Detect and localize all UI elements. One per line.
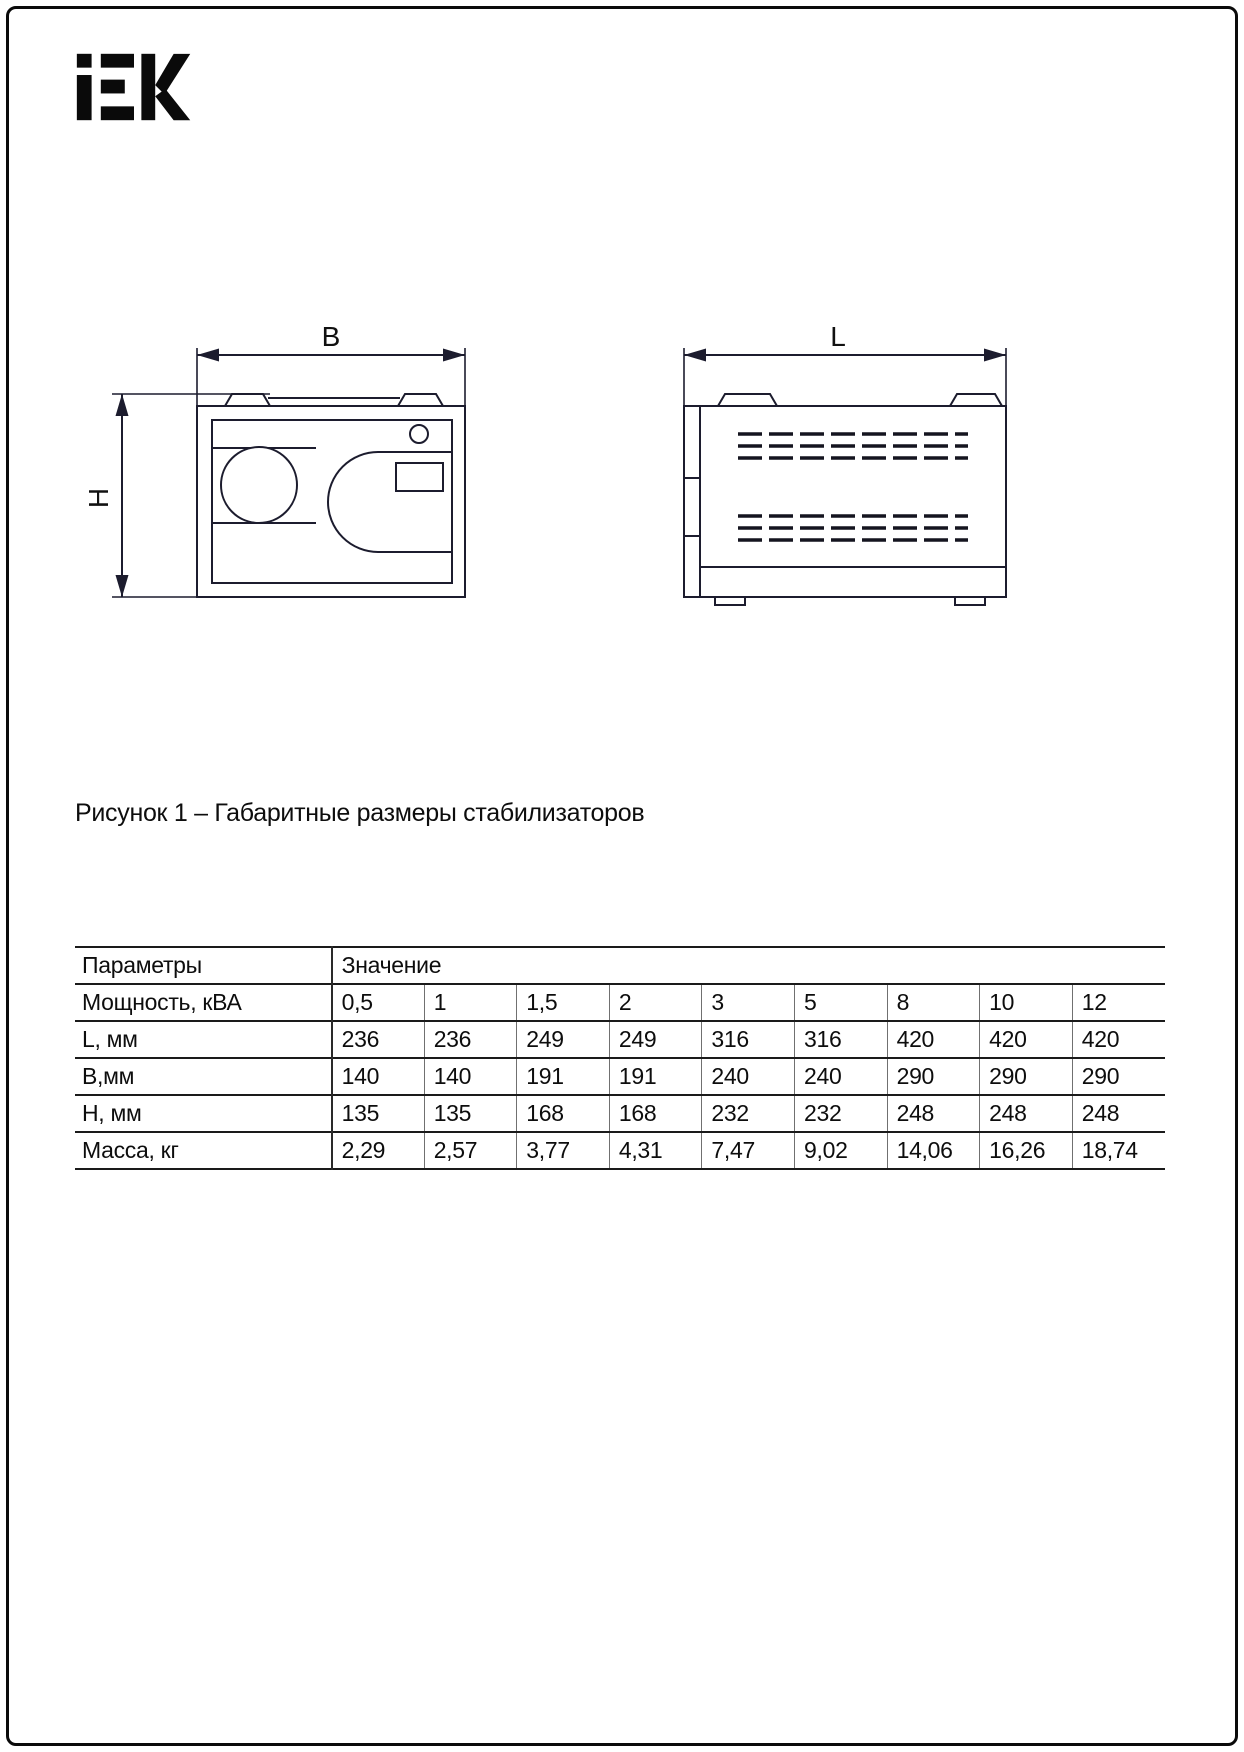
cell: 191 [517, 1058, 610, 1095]
side-foot-left [715, 597, 745, 605]
cell: 2 [609, 984, 702, 1021]
table-header-row [75, 947, 1165, 984]
cell: 16,26 [980, 1132, 1073, 1169]
table-row-mass [75, 1132, 1165, 1169]
header-param: Параметры [82, 952, 202, 978]
cell: 240 [795, 1058, 888, 1095]
row-label: Масса, кг [82, 1137, 179, 1163]
cell: 14,06 [887, 1132, 980, 1169]
cell: 135 [332, 1095, 425, 1132]
cell: 232 [702, 1095, 795, 1132]
cell: 1,5 [517, 984, 610, 1021]
cell: 420 [980, 1021, 1073, 1058]
cell: 3,77 [517, 1132, 610, 1169]
dim-arrow-b-left [197, 349, 219, 362]
side-top-tab-right [950, 394, 1002, 406]
cell: 249 [609, 1021, 702, 1058]
cell: 236 [424, 1021, 517, 1058]
front-top-tab-left [225, 394, 270, 406]
cell: 8 [887, 984, 980, 1021]
cell: 249 [517, 1021, 610, 1058]
cell: 420 [1072, 1021, 1165, 1058]
cell: 0,5 [332, 984, 425, 1021]
cell: 290 [887, 1058, 980, 1095]
cell: 290 [980, 1058, 1073, 1095]
row-label: L, мм [82, 1026, 138, 1052]
cell: 9,02 [795, 1132, 888, 1169]
cell: 1 [424, 984, 517, 1021]
side-foot-right [955, 597, 985, 605]
cell: 240 [702, 1058, 795, 1095]
dim-arrow-h-bottom [116, 575, 129, 597]
spec-table [75, 946, 1165, 1170]
front-switch-rect [396, 463, 443, 491]
table-row-power [75, 984, 1165, 1021]
dim-arrow-l-right [984, 349, 1006, 362]
cell: 10 [980, 984, 1073, 1021]
cell: 168 [517, 1095, 610, 1132]
cell: 420 [887, 1021, 980, 1058]
dim-arrow-b-right [443, 349, 465, 362]
cell: 232 [795, 1095, 888, 1132]
dim-label-l: L [830, 321, 846, 352]
cell: 316 [795, 1021, 888, 1058]
front-u-slot [328, 452, 452, 552]
row-label: Мощность, кВА [82, 989, 242, 1015]
row-label: В,мм [82, 1063, 135, 1089]
cell: 168 [609, 1095, 702, 1132]
dim-label-h: H [83, 487, 114, 509]
header-value: Значение [332, 947, 1165, 984]
front-meter-circle [221, 447, 297, 523]
cell: 3 [702, 984, 795, 1021]
side-top-tab-left [718, 394, 777, 406]
cell: 191 [609, 1058, 702, 1095]
cell: 248 [980, 1095, 1073, 1132]
iek-logo [75, 52, 193, 122]
page-border-frame [6, 6, 1238, 1746]
table-row-h [75, 1095, 1165, 1132]
table-row-l [75, 1021, 1165, 1058]
dim-arrow-h-top [116, 394, 129, 416]
cell: 4,31 [609, 1132, 702, 1169]
front-top-tab-right [398, 394, 443, 406]
row-label: Н, мм [82, 1100, 142, 1126]
cell: 5 [795, 984, 888, 1021]
dim-label-b: B [321, 321, 341, 352]
cell: 248 [887, 1095, 980, 1132]
cell: 135 [424, 1095, 517, 1132]
cell: 2,57 [424, 1132, 517, 1169]
front-indicator-hole [410, 425, 428, 443]
dim-arrow-l-left [684, 349, 706, 362]
figure-caption: Рисунок 1 – Габаритные размеры стабилизаторов [75, 799, 645, 827]
cell: 290 [1072, 1058, 1165, 1095]
cell: 248 [1072, 1095, 1165, 1132]
cell: 12 [1072, 984, 1165, 1021]
cell: 316 [702, 1021, 795, 1058]
cell: 236 [332, 1021, 425, 1058]
cell: 18,74 [1072, 1132, 1165, 1169]
table-row-b [75, 1058, 1165, 1095]
dimension-drawing [0, 300, 1244, 630]
cell: 140 [424, 1058, 517, 1095]
cell: 7,47 [702, 1132, 795, 1169]
cell: 2,29 [332, 1132, 425, 1169]
cell: 140 [332, 1058, 425, 1095]
